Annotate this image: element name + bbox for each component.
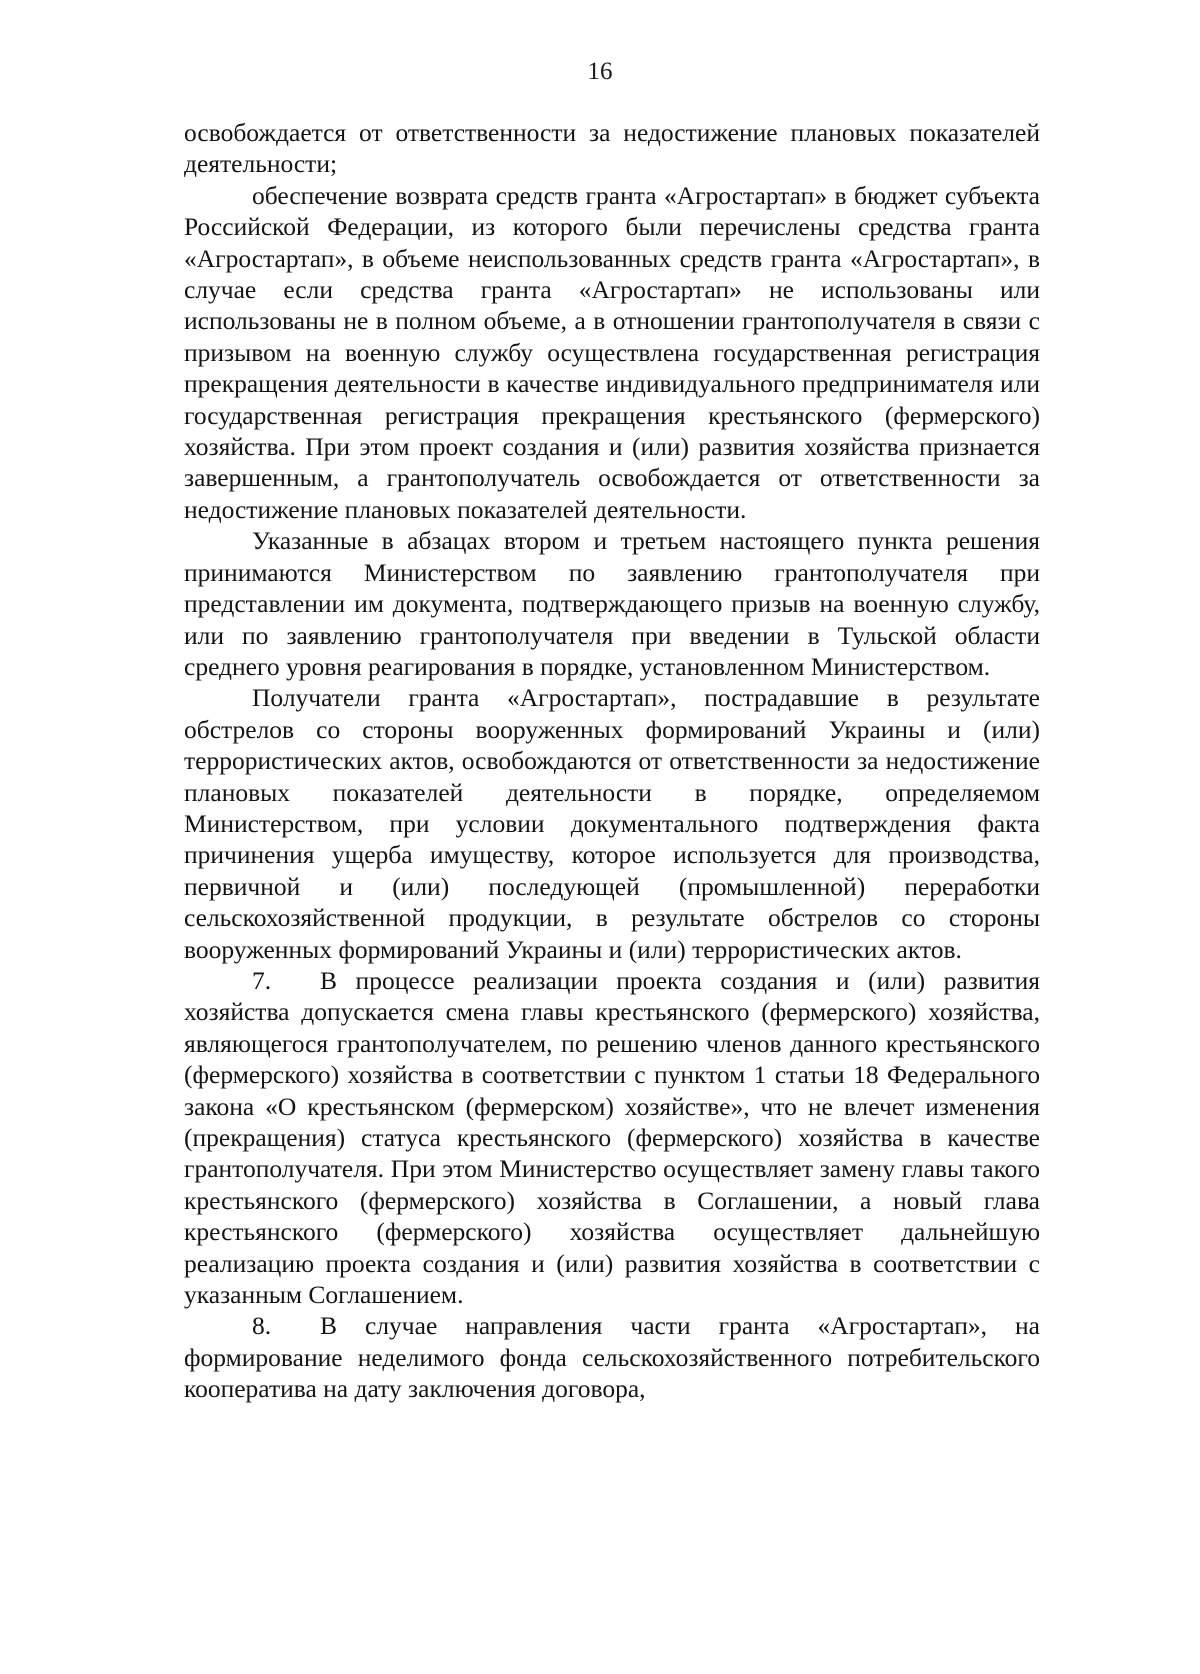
document-body	[184, 117, 1040, 1405]
paragraph-continuation	[184, 117, 1040, 180]
item-number: 8.	[252, 1311, 272, 1341]
paragraph-text: обеспечение возврата средств гранта «Агростартап» в бюджет субъекта Российской Федерации, из которого были перечислены средства гранта «Агростартап», в объеме неиспользованных средств гранта «Агростартап», в случае если средства гранта «Агростартап» не использованы или использованы не в полном объеме, а в отношении грантополучателя в связи с призывом на военную службу осуществлена государственная регистрация прекращения деятельности в качестве индивидуального предпринимателя или государственная регистрация прекращения крестьянского (фермерского) хозяйства. При этом проект создания и (или) развития хозяйства признается завершенным, а грантополучатель освобождается от ответственности за недостижение плановых показателей деятельности.	[184, 180, 1040, 524]
paragraph-affected-recipients	[184, 682, 1040, 965]
item-number: 7.	[252, 965, 272, 995]
paragraph-grant-return	[184, 180, 1040, 525]
paragraph-item-7	[184, 965, 1040, 1310]
paragraph-text: В случае направления части гранта «Агростартап», на формирование неделимого фонда сельскохозяйственного потребительского кооператива на дату заключения договора,	[184, 1311, 1040, 1404]
page-number: 16	[587, 58, 613, 85]
paragraph-text: Получатели гранта «Агростартап», пострадавшие в результате обстрелов со стороны вооруженных формирований Украины и (или) террористических актов, освобождаются от ответственности за недостижение плановых показателей деятельности в порядке, определяемом Министерством, при условии документального подтверждения факта причинения ущерба имуществу, которое используется для производства, первичной и (или) последующей (промышленной) переработки сельскохозяйственной продукции, в результате обстрелов со стороны вооруженных формирований Украины и (или) террористических актов.	[184, 683, 1040, 964]
paragraph-text: Указанные в абзацах втором и третьем настоящего пункта решения принимаются Министерством по заявлению грантополучателя при представлении им документа, подтверждающего призыв на военную службу, или по заявлению грантополучателя при введении в Тульской области среднего уровня реагирования в порядке, установленном Министерством.	[184, 526, 1040, 681]
paragraph-text: освобождается от ответственности за недостижение плановых показателей деятельности;	[184, 118, 1040, 179]
paragraph-text: В процессе реализации проекта создания и (или) развития хозяйства допускается смена главы крестьянского (фермерского) хозяйства, являющегося грантополучателем, по решению членов данного крестьянского (фермерского) хозяйства в соответствии с пунктом 1 статьи 18 Федерального закона «О крестьянском (фермерском) хозяйстве», что не влечет изменения (прекращения) статуса крестьянского (фермерского) хозяйства в качестве грантополучателя. При этом Министерство осуществляет замену главы такого крестьянского (фермерского) хозяйства в Соглашении, а новый глава крестьянского (фермерского) хозяйства осуществляет дальнейшую реализацию проекта создания и (или) развития хозяйства в соответствии с указанным Соглашением.	[184, 965, 1040, 1310]
paragraph-item-8	[184, 1310, 1040, 1404]
paragraph-decisions	[184, 525, 1040, 682]
